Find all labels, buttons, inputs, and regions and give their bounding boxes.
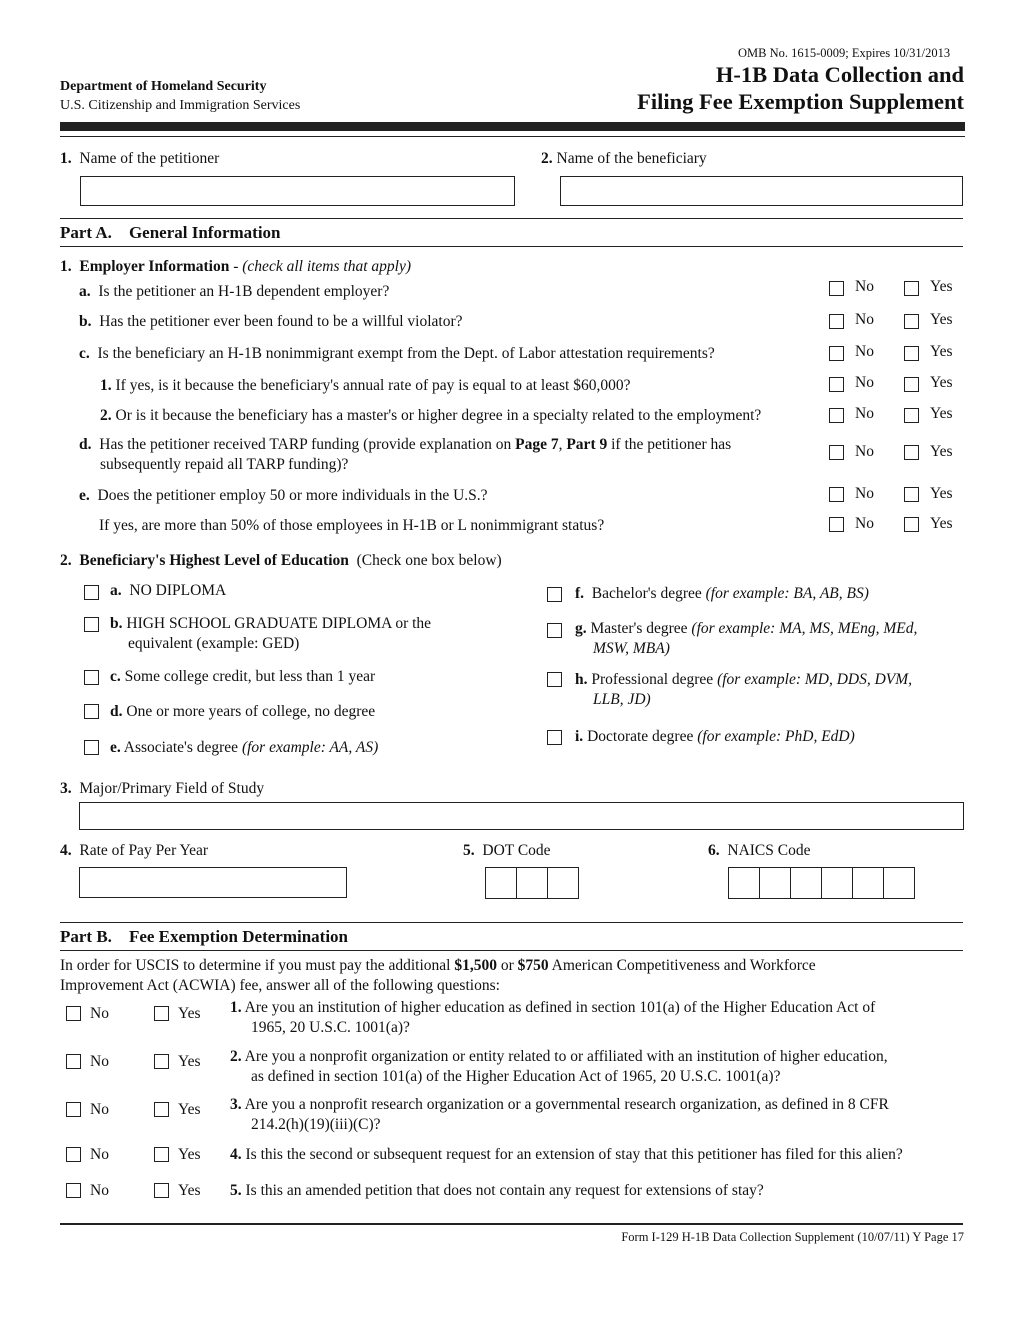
fee-q3-yes-checkbox[interactable] xyxy=(154,1102,169,1117)
edu-d-checkbox[interactable] xyxy=(84,704,99,719)
yes-label: Yes xyxy=(178,1005,201,1022)
edu-c-checkbox[interactable] xyxy=(84,670,99,685)
yes-label: Yes xyxy=(930,278,953,295)
edu-i-checkbox[interactable] xyxy=(547,730,562,745)
yes-label: Yes xyxy=(178,1146,201,1163)
employer-q-b: b. Has the petitioner ever been found to be a willful violator? xyxy=(79,313,463,330)
yes-label: Yes xyxy=(930,374,953,391)
part-b-heading: Part B. Fee Exemption Determination xyxy=(60,927,349,946)
form-footer: Form I-129 H-1B Data Collection Supplement (10/07/11) Y Page 17 xyxy=(621,1230,964,1244)
no-label: No xyxy=(90,1053,109,1070)
fee-q3-text-line2: 214.2(h)(19)(iii)(C)? xyxy=(251,1116,381,1133)
employer-q-e-no-checkbox[interactable] xyxy=(829,487,844,502)
edu-a-label: a. NO DIPLOMA xyxy=(110,582,227,599)
yes-label: Yes xyxy=(930,443,953,460)
fee-q2-yes-checkbox[interactable] xyxy=(154,1054,169,1069)
rate-of-pay-input[interactable] xyxy=(79,867,347,898)
part-a-rule-top xyxy=(60,218,963,219)
fee-q4-text: 4. Is this the second or subsequent request for an extension of stay that this petitioner has filed for this alien? xyxy=(230,1146,903,1163)
header-rule-thick xyxy=(60,122,965,131)
employer-q-c2-yes-checkbox[interactable] xyxy=(904,408,919,423)
employer-q-c1-no-checkbox[interactable] xyxy=(829,377,844,392)
yes-label: Yes xyxy=(930,485,953,502)
fee-q3-no-checkbox[interactable] xyxy=(66,1102,81,1117)
fee-q5-text: 5. Is this an amended petition that does not contain any request for extensions of stay? xyxy=(230,1182,764,1199)
edu-f-checkbox[interactable] xyxy=(547,587,562,602)
fee-q2-text-line2: as defined in section 101(a) of the Higher Education Act of 1965, 20 U.S.C. 1001(a)? xyxy=(251,1068,781,1085)
yes-label: Yes xyxy=(930,311,953,328)
field-of-study-input[interactable] xyxy=(79,802,964,830)
edu-g-checkbox[interactable] xyxy=(547,623,562,638)
employer-q-c2-no-checkbox[interactable] xyxy=(829,408,844,423)
fee-q2-no-checkbox[interactable] xyxy=(66,1054,81,1069)
edu-i-label: i. Doctorate degree (for example: PhD, EdD) xyxy=(575,728,855,745)
petitioner-name-input[interactable] xyxy=(80,176,515,206)
edu-h-checkbox[interactable] xyxy=(547,672,562,687)
employer-q-c-no-checkbox[interactable] xyxy=(829,346,844,361)
employer-q-e-followup: If yes, are more than 50% of those employees in H-1B or L nonimmigrant status? xyxy=(99,517,605,534)
yes-label: Yes xyxy=(930,515,953,532)
no-label: No xyxy=(855,485,874,502)
edu-g-label-line2: MSW, MBA) xyxy=(593,640,670,657)
no-label: No xyxy=(90,1182,109,1199)
subagency-name: U.S. Citizenship and Immigration Services xyxy=(60,98,301,113)
employer-q-e2-no-checkbox[interactable] xyxy=(829,517,844,532)
fee-q2-text: 2. Are you a nonprofit organization or entity related to or affiliated with an institution of higher education, xyxy=(230,1048,888,1065)
employer-q-e: e. Does the petitioner employ 50 or more individuals in the U.S.? xyxy=(79,487,488,504)
part-b-intro-line2: Improvement Act (ACWIA) fee, answer all of the following questions: xyxy=(60,977,500,994)
no-label: No xyxy=(90,1101,109,1118)
edu-d-label: d. One or more years of college, no degree xyxy=(110,703,376,720)
rate-of-pay-label: 4. Rate of Pay Per Year xyxy=(60,842,209,859)
no-label: No xyxy=(855,311,874,328)
no-label: No xyxy=(855,405,874,422)
fee-q1-text-line2: 1965, 20 U.S.C. 1001(a)? xyxy=(251,1019,410,1036)
employer-q-c: c. Is the beneficiary an H-1B nonimmigrant exempt from the Dept. of Labor attestation requirements? xyxy=(79,345,715,362)
beneficiary-name-label: 2. Name of the beneficiary xyxy=(541,150,707,167)
employer-q-d-yes-checkbox[interactable] xyxy=(904,445,919,460)
naics-code-label: 6. NAICS Code xyxy=(708,842,811,859)
no-label: No xyxy=(90,1146,109,1163)
employer-q-c2: 2. Or is it because the beneficiary has a master's or higher degree in a specialty related to the employment? xyxy=(100,407,762,424)
yes-label: Yes xyxy=(178,1182,201,1199)
yes-label: Yes xyxy=(178,1101,201,1118)
yes-label: Yes xyxy=(178,1053,201,1070)
part-a-rule-bottom xyxy=(60,246,963,247)
employer-q-d-line2: subsequently repaid all TARP funding)? xyxy=(100,456,349,473)
edu-f-label: f. Bachelor's degree (for example: BA, AB, BS) xyxy=(575,585,869,602)
employer-q-a-no-checkbox[interactable] xyxy=(829,281,844,296)
edu-b-checkbox[interactable] xyxy=(84,617,99,632)
employer-q-e-yes-checkbox[interactable] xyxy=(904,487,919,502)
naics-code-input[interactable] xyxy=(728,867,915,899)
employer-q-c1-yes-checkbox[interactable] xyxy=(904,377,919,392)
yes-label: Yes xyxy=(930,343,953,360)
employer-q-c1: 1. If yes, is it because the beneficiary's annual rate of pay is equal to at least $60,000? xyxy=(100,377,631,394)
employer-q-a: a. Is the petitioner an H-1B dependent employer? xyxy=(79,283,390,300)
employer-q-b-no-checkbox[interactable] xyxy=(829,314,844,329)
employer-q-b-yes-checkbox[interactable] xyxy=(904,314,919,329)
yes-label: Yes xyxy=(930,405,953,422)
no-label: No xyxy=(855,343,874,360)
fee-q1-yes-checkbox[interactable] xyxy=(154,1006,169,1021)
agency-name: Department of Homeland Security xyxy=(60,79,267,94)
field-of-study-label: 3. Major/Primary Field of Study xyxy=(60,780,265,797)
no-label: No xyxy=(90,1005,109,1022)
edu-e-checkbox[interactable] xyxy=(84,740,99,755)
edu-b-label-line2: equivalent (example: GED) xyxy=(128,635,300,652)
omb-number: OMB No. 1615-0009; Expires 10/31/2013 xyxy=(738,46,951,60)
no-label: No xyxy=(855,515,874,532)
fee-q1-no-checkbox[interactable] xyxy=(66,1006,81,1021)
edu-b-label: b. HIGH SCHOOL GRADUATE DIPLOMA or the xyxy=(110,615,432,632)
edu-g-label: g. Master's degree (for example: MA, MS, MEng, MEd, xyxy=(575,620,918,637)
no-label: No xyxy=(855,443,874,460)
header-rule-thin xyxy=(60,136,965,137)
petitioner-name-label: 1. Name of the petitioner xyxy=(60,150,220,167)
part-b-rule-top xyxy=(60,922,963,923)
no-label: No xyxy=(855,374,874,391)
employer-q-d-no-checkbox[interactable] xyxy=(829,445,844,460)
edu-h-label-line2: LLB, JD) xyxy=(593,691,651,708)
part-a-heading: Part A. General Information xyxy=(60,223,281,242)
edu-h-label: h. Professional degree (for example: MD, DDS, DVM, xyxy=(575,671,913,688)
part-b-rule-bottom xyxy=(60,950,963,951)
education-heading: 2. Beneficiary's Highest Level of Education (Check one box below) xyxy=(60,552,502,569)
fee-q3-text: 3. Are you a nonprofit research organization or a governmental research organization, as defined in 8 CFR xyxy=(230,1096,889,1113)
employer-q-a-yes-checkbox[interactable] xyxy=(904,281,919,296)
employer-q-c-yes-checkbox[interactable] xyxy=(904,346,919,361)
form-title-line2: Filing Fee Exemption Supplement xyxy=(637,89,964,114)
beneficiary-name-input[interactable] xyxy=(560,176,963,206)
dot-code-input[interactable] xyxy=(485,867,579,899)
fee-q1-text: 1. Are you an institution of higher education as defined in section 101(a) of the Higher Education Act of xyxy=(230,999,876,1016)
fee-q5-yes-checkbox[interactable] xyxy=(154,1183,169,1198)
part-b-intro: In order for USCIS to determine if you must pay the additional $1,500 or $750 American Competitiveness and Workforce xyxy=(60,957,816,974)
employer-q-d: d. Has the petitioner received TARP funding (provide explanation on Page 7, Part 9 if the petitioner has xyxy=(79,436,732,453)
dot-code-label: 5. DOT Code xyxy=(463,842,551,859)
employer-q-e2-yes-checkbox[interactable] xyxy=(904,517,919,532)
edu-e-label: e. Associate's degree (for example: AA, AS) xyxy=(110,739,379,756)
form-title-line1: H-1B Data Collection and xyxy=(715,62,964,87)
no-label: No xyxy=(855,278,874,295)
edu-a-checkbox[interactable] xyxy=(84,585,99,600)
fee-q5-no-checkbox[interactable] xyxy=(66,1183,81,1198)
fee-q4-yes-checkbox[interactable] xyxy=(154,1147,169,1162)
employer-info-heading: 1. Employer Information - (check all items that apply) xyxy=(60,258,411,275)
edu-c-label: c. Some college credit, but less than 1 year xyxy=(110,668,376,685)
footer-rule xyxy=(60,1223,963,1225)
fee-q4-no-checkbox[interactable] xyxy=(66,1147,81,1162)
